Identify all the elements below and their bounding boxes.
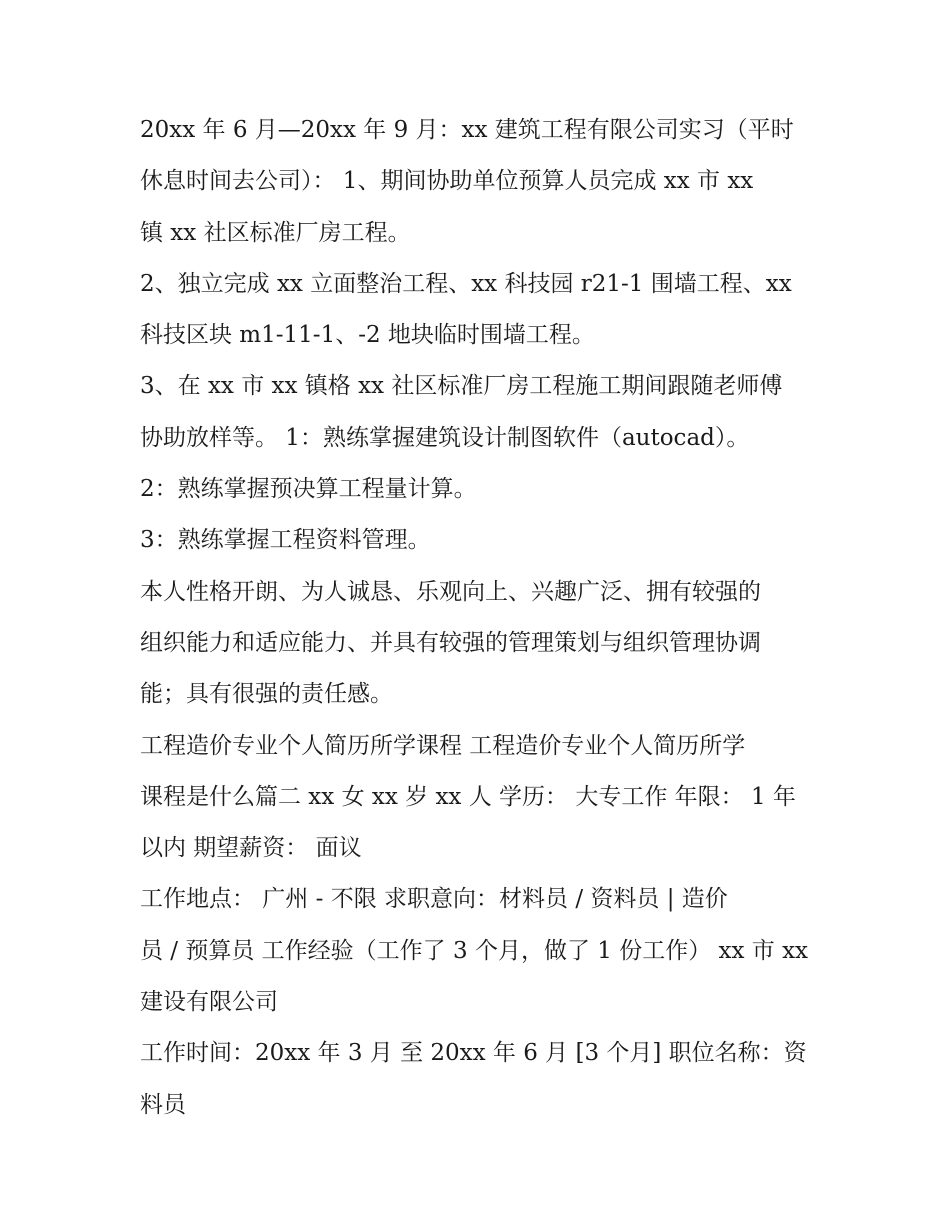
text-line: 课程是什么篇二 xx 女 xx 岁 xx 人 学历： 大专工作 年限： 1 年: [140, 783, 796, 810]
text-line: 20xx 年 6 月—20xx 年 9 月：xx 建筑工程有限公司实习（平时: [140, 117, 794, 143]
text-line: 员 / 预算员 工作经验（工作了 3 个月，做了 1 份工作） xx 市 xx: [140, 937, 809, 964]
text-line: 协助放样等。 1：熟练掌握建筑设计制图软件（autocad）。: [140, 424, 750, 451]
text-line: 3、在 xx 市 xx 镇格 xx 社区标准厂房工程施工期间跟随老师傅: [140, 373, 783, 400]
text-line: 镇 xx 社区标准厂房工程。: [140, 219, 411, 246]
text-line: 休息时间去公司）： 1、期间协助单位预算人员完成 xx 市 xx: [140, 168, 754, 195]
text-line: 本人性格开朗、为人诚恳、乐观向上、兴趣广泛、拥有较强的: [140, 578, 761, 605]
text-line: 科技区块 m1-11-1、-2 地块临时围墙工程。: [140, 322, 595, 349]
text-line: 建设有限公司: [140, 989, 278, 1016]
text-line: 料员: [140, 1091, 186, 1118]
text-line: 能；具有很强的责任感。: [140, 681, 393, 708]
text-line: 工作时间：20xx 年 3 月 至 20xx 年 6 月 [3 个月] 职位名称：资: [140, 1040, 807, 1067]
text-line: 2：熟练掌握预决算工程量计算。: [140, 476, 477, 503]
text-line: 3：熟练掌握工程资料管理。: [140, 527, 431, 554]
text-line: 组织能力和适应能力、并具有较强的管理策划与组织管理协调: [140, 629, 761, 656]
text-line: 工程造价专业个人简历所学课程 工程造价专业个人简历所学: [140, 732, 746, 759]
document-body: [140, 105, 815, 1131]
text-line: 工作地点： 广州 - 不限 求职意向：材料员 / 资料员 | 造价: [140, 886, 728, 913]
text-line: 2、独立完成 xx 立面整治工程、xx 科技园 r21-1 围墙工程、xx: [140, 270, 792, 297]
text-line: 以内 期望薪资： 面议: [140, 835, 362, 862]
